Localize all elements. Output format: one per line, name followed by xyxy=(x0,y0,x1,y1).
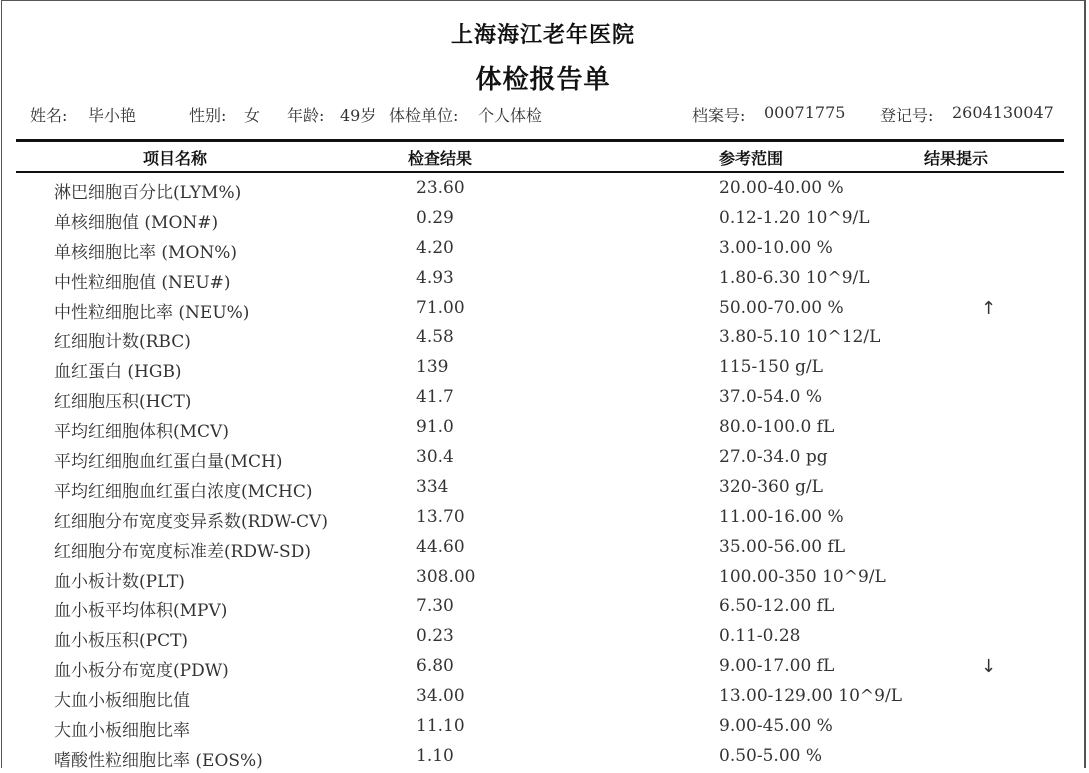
item-result: 13.70 xyxy=(416,506,465,527)
item-name: 大血小板细胞比率 xyxy=(54,721,190,742)
report-title: 体检报告单 xyxy=(475,65,611,95)
column-header-result: 检查结果 xyxy=(408,149,473,168)
patient-gender: 女 xyxy=(244,106,261,125)
column-header-range: 参考范围 xyxy=(719,149,784,168)
column-header-flag: 结果提示 xyxy=(924,149,989,168)
reg-no: 2604130047 xyxy=(952,103,1054,122)
item-range: 9.00-45.00 % xyxy=(719,716,833,737)
item-name: 平均红细胞血红蛋白浓度(MCHC) xyxy=(54,481,313,502)
item-name: 大血小板细胞比值 xyxy=(54,691,190,712)
item-name: 红细胞计数(RBC) xyxy=(54,332,191,353)
table-row xyxy=(2,623,1084,653)
table-row xyxy=(2,175,1084,205)
item-range: 0.50-5.00 % xyxy=(719,745,823,766)
item-name: 平均红细胞血红蛋白量(MCH) xyxy=(54,452,283,473)
item-result: 308.00 xyxy=(416,566,476,587)
table-row xyxy=(2,653,1084,683)
item-result: 4.20 xyxy=(416,237,454,258)
item-name: 中性粒细胞值 (NEU#) xyxy=(54,272,231,293)
table-row xyxy=(2,414,1084,444)
item-range: 37.0-54.0 % xyxy=(719,387,823,408)
item-name: 嗜酸性粒细胞比率 (EOS%) xyxy=(54,750,263,771)
table-row xyxy=(2,713,1084,743)
table-row xyxy=(2,444,1084,474)
table-row xyxy=(2,564,1084,594)
item-result: 7.30 xyxy=(416,596,454,617)
table-row xyxy=(2,354,1084,384)
item-result: 4.93 xyxy=(416,267,454,288)
table-row xyxy=(2,205,1084,235)
item-result: 44.60 xyxy=(416,536,465,557)
item-range: 13.00-129.00 10^9/L xyxy=(719,686,903,707)
item-range: 115-150 g/L xyxy=(719,357,823,378)
table-row xyxy=(2,534,1084,564)
item-range: 0.12-1.20 10^9/L xyxy=(719,207,870,228)
item-name: 淋巴细胞百分比(LYM%) xyxy=(54,183,242,203)
patient-name: 毕小艳 xyxy=(88,106,137,125)
item-range: 3.00-10.00 % xyxy=(719,237,833,258)
item-result: 4.58 xyxy=(416,327,454,348)
item-range: 20.00-40.00 % xyxy=(719,178,844,198)
item-range: 320-360 g/L xyxy=(719,476,823,497)
item-name: 血小板压积(PCT) xyxy=(54,631,189,652)
table-row xyxy=(2,504,1084,534)
unit-label: 体检单位: xyxy=(389,106,459,125)
item-range: 11.00-16.00 % xyxy=(719,506,844,527)
item-result: 23.60 xyxy=(416,178,465,198)
reg-no-label: 登记号: xyxy=(880,106,934,125)
results-table xyxy=(2,175,1084,773)
table-header-divider xyxy=(16,171,1064,173)
item-result: 91.0 xyxy=(416,417,454,438)
report-page xyxy=(1,0,1086,771)
item-range: 9.00-17.00 fL xyxy=(719,656,835,677)
patient-age: 49岁 xyxy=(340,106,377,125)
item-name: 中性粒细胞比率 (NEU%) xyxy=(54,302,250,323)
file-no-label: 档案号: xyxy=(692,106,746,125)
item-result: 1.10 xyxy=(416,745,454,766)
item-range: 27.0-34.0 pg xyxy=(719,447,828,468)
down-arrow-icon: ↓ xyxy=(981,656,997,678)
table-row xyxy=(2,265,1084,295)
item-name: 平均红细胞体积(MCV) xyxy=(54,422,229,443)
table-row xyxy=(2,324,1084,354)
name-label: 姓名: xyxy=(30,106,68,125)
item-range: 3.80-5.10 10^12/L xyxy=(719,327,881,348)
table-row xyxy=(2,593,1084,623)
item-name: 红细胞压积(HCT) xyxy=(54,392,192,413)
item-name: 血小板分布宽度(PDW) xyxy=(54,661,229,682)
item-result: 11.10 xyxy=(416,716,465,737)
column-header-item: 项目名称 xyxy=(143,149,208,168)
patient-unit: 个人体检 xyxy=(478,106,543,125)
gender-label: 性别: xyxy=(189,106,227,125)
item-name: 单核细胞值 (MON#) xyxy=(54,212,219,233)
item-result: 334 xyxy=(416,476,449,497)
item-range: 35.00-56.00 fL xyxy=(719,536,846,557)
item-name: 红细胞分布宽度标准差(RDW-SD) xyxy=(54,541,311,562)
item-range: 50.00-70.00 % xyxy=(719,297,844,318)
table-row xyxy=(2,295,1084,325)
table-row xyxy=(2,235,1084,265)
table-row xyxy=(2,474,1084,504)
item-name: 血小板计数(PLT) xyxy=(54,571,185,592)
item-range: 0.11-0.28 xyxy=(719,626,801,647)
table-row xyxy=(2,384,1084,414)
header-divider xyxy=(16,139,1064,142)
item-result: 0.23 xyxy=(416,626,454,647)
item-result: 0.29 xyxy=(416,207,454,228)
item-name: 单核细胞比率 (MON%) xyxy=(54,242,238,263)
item-result: 30.4 xyxy=(416,447,454,468)
item-name: 血小板平均体积(MPV) xyxy=(54,601,228,622)
hospital-name: 上海海江老年医院 xyxy=(450,23,635,48)
item-result: 34.00 xyxy=(416,686,465,707)
table-row xyxy=(2,743,1084,773)
age-label: 年龄: xyxy=(287,106,325,125)
file-no: 00071775 xyxy=(764,103,846,122)
item-result: 139 xyxy=(416,357,449,378)
item-range: 6.50-12.00 fL xyxy=(719,596,835,617)
item-range: 100.00-350 10^9/L xyxy=(719,566,886,587)
up-arrow-icon: ↑ xyxy=(981,297,997,319)
item-name: 血红蛋白 (HGB) xyxy=(54,362,182,383)
item-result: 41.7 xyxy=(416,387,454,408)
table-row xyxy=(2,683,1084,713)
item-range: 80.0-100.0 fL xyxy=(719,417,835,438)
item-result: 71.00 xyxy=(416,297,465,318)
item-result: 6.80 xyxy=(416,656,454,677)
item-name: 红细胞分布宽度变异系数(RDW-CV) xyxy=(54,511,328,532)
item-range: 1.80-6.30 10^9/L xyxy=(719,267,870,288)
